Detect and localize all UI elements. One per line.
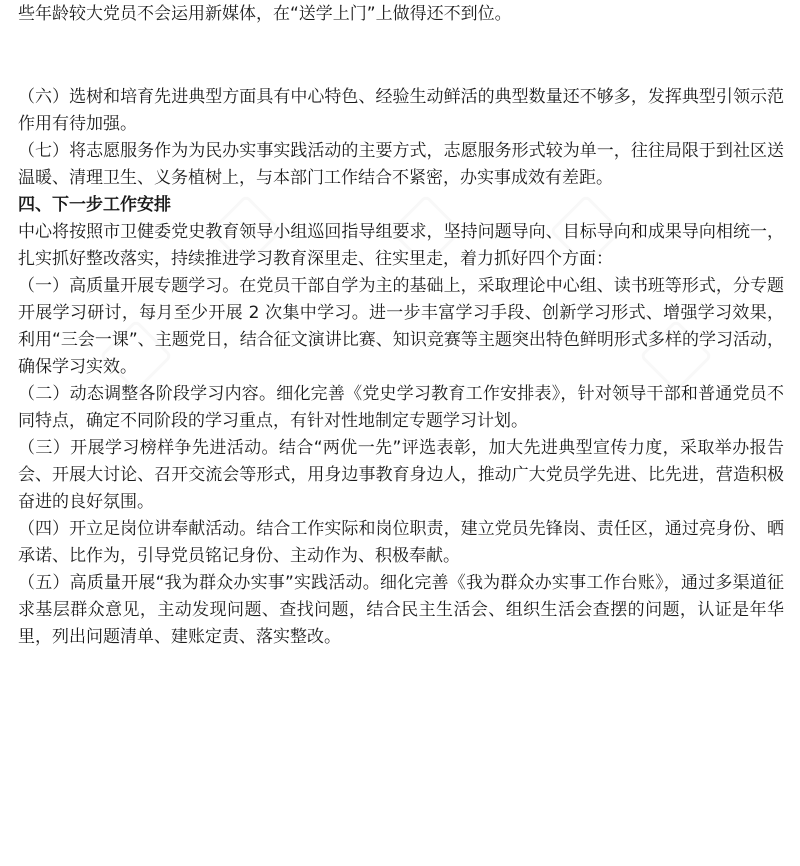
plan-paragraph-2: （二）动态调整各阶段学习内容。细化完善《党史学习教育工作安排表》，针对领导干部和普通党员不同特点，确定不同阶段的学习重点，有针对性地制定专题学习计划。 bbox=[18, 384, 784, 431]
intro-paragraph: 中心将按照市卫健委党史教育领导小组巡回指导组要求，坚持问题导向、目标导向和成果导向相统一，扎实抓好整改落实，持续推进学习教育深里走、往实里走，着力抓好四个方面： bbox=[18, 222, 784, 269]
plan-paragraph-1: （一）高质量开展专题学习。在党员干部自学为主的基础上，采取理论中心组、读书班等形式，分专题开展学习研讨，每月至少开展 2 次集中学习。进一步丰富学习手段、创新学习形式、增强学习效果，利用“三会一课”、主题党日，结合征文演讲比赛、知识竞赛等主题突出特色鲜明形式多样的学习活动，确保学习实效。 bbox=[18, 276, 784, 377]
plan-paragraph-3: （三）开展学习榜样争先进活动。结合“两优一先”评选表彰，加大先进典型宣传力度，采取举办报告会、开展大讨论、召开交流会等形式，用身边事教育身边人，推动广大党员学先进、比先进，营造积极奋进的良好氛围。 bbox=[18, 438, 784, 512]
paragraph-continued: 些年龄较大党员不会运用新媒体，在“送学上门”上做得还不到位。 bbox=[18, 4, 512, 24]
issue-paragraph-7: （七）将志愿服务作为为民办实事实践活动的主要方式，志愿服务形式较为单一，往往局限于到社区送温暖、清理卫生、义务植树上，与本部门工作结合不紧密，办实事成效有差距。 bbox=[18, 141, 784, 188]
issue-paragraph-6: （六）选树和培育先进典型方面具有中心特色、经验生动鲜活的典型数量还不够多，发挥典型引领示范作用有待加强。 bbox=[18, 87, 784, 134]
section-heading: 四、下一步工作安排 bbox=[18, 195, 171, 215]
plan-paragraph-4: （四）开立足岗位讲奉献活动。结合工作实际和岗位职责，建立党员先锋岗、责任区，通过亮身份、晒承诺、比作为，引导党员铭记身份、主动作为、积极奉献。 bbox=[18, 519, 784, 566]
document-body bbox=[18, 0, 784, 651]
plan-paragraph-5: （五）高质量开展“我为群众办实事”实践活动。细化完善《我为群众办实事工作台账》，通过多渠道征求基层群众意见，主动发现问题、查找问题，结合民主生活会、组织生活会查摆的问题，认证是年华里，列出问题清单、建账定责、落实整改。 bbox=[18, 573, 784, 647]
paragraph-gap bbox=[18, 28, 784, 84]
